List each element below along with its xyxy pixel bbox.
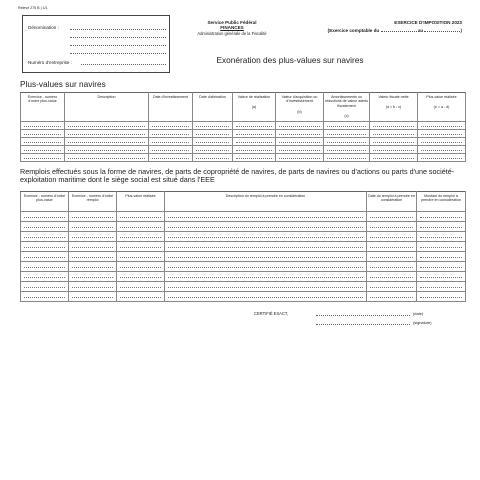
table-cell[interactable] <box>165 212 367 222</box>
date-line[interactable] <box>316 315 410 316</box>
exercise-period-suffix: ) <box>460 27 462 33</box>
enterprise-number-line[interactable] <box>81 64 166 65</box>
table-cell[interactable] <box>21 242 69 252</box>
capital-gains-table <box>20 92 466 162</box>
table-row <box>21 232 466 242</box>
table-cell[interactable] <box>165 222 367 232</box>
table-cell[interactable] <box>324 138 370 146</box>
table-cell[interactable] <box>417 252 466 262</box>
table-cell[interactable] <box>276 154 324 162</box>
section2-title: Remplois effectués sous la forme de navires, de parts de copropriété de navires, de parts de navires ou d'actions ou parts d'une société-exploitation maritime dont le siège social est situé dans l'EEE <box>20 167 455 185</box>
table-cell[interactable] <box>233 146 276 154</box>
t1-header-3 <box>149 93 193 122</box>
denomination-label: Dénomination : <box>28 25 59 30</box>
main-title: Exonération des plus-values sur navires <box>216 55 364 65</box>
table-cell[interactable] <box>65 154 149 162</box>
table-cell[interactable] <box>193 122 233 130</box>
t1-header-text: Date d'investissement <box>152 95 189 99</box>
table-cell[interactable] <box>367 242 417 252</box>
table-cell[interactable] <box>370 122 418 130</box>
table-cell[interactable] <box>117 242 165 252</box>
table-cell[interactable] <box>324 130 370 138</box>
table-cell[interactable] <box>233 138 276 146</box>
exercise-title: EXERCICE D'IMPOSITION 2023 <box>394 20 462 25</box>
table-cell[interactable] <box>276 146 324 154</box>
table-cell[interactable] <box>21 252 69 262</box>
table-cell[interactable] <box>165 292 367 302</box>
t1-header-text: Amortissements ou réductions de valeur admis fiscalement <box>325 95 368 108</box>
table-row <box>21 122 466 130</box>
administration-line-2: FINANCES <box>220 25 244 31</box>
t1-header-2 <box>65 93 149 122</box>
table-cell[interactable] <box>367 232 417 242</box>
table-cell[interactable] <box>69 282 117 292</box>
period-end-field[interactable] <box>424 27 460 32</box>
t1-header-text: Description <box>97 95 116 99</box>
table-cell[interactable] <box>65 146 149 154</box>
t2-header-6 <box>417 192 466 212</box>
table-cell[interactable] <box>367 212 417 222</box>
denomination-line-1[interactable] <box>70 29 166 30</box>
table-cell[interactable] <box>69 242 117 252</box>
t1-header-letter: (c) <box>344 113 349 118</box>
t1-header-1 <box>21 93 65 122</box>
table-cell[interactable] <box>417 242 466 252</box>
table-cell[interactable] <box>165 282 367 292</box>
table-cell[interactable] <box>21 232 69 242</box>
t2-header-text: Montant du remploi à prendre en considération <box>421 194 461 203</box>
table-cell[interactable] <box>417 292 466 302</box>
table-row <box>21 146 466 154</box>
t2-header-4 <box>165 192 367 212</box>
table-row <box>21 212 466 222</box>
table-cell[interactable] <box>65 122 149 130</box>
table-cell[interactable] <box>418 138 466 146</box>
table-cell[interactable] <box>165 272 367 282</box>
table-cell[interactable] <box>233 154 276 162</box>
table-cell[interactable] <box>324 122 370 130</box>
table-cell[interactable] <box>276 122 324 130</box>
table-row <box>21 262 466 272</box>
t1-header-text: Valeur de réalisation <box>237 95 271 99</box>
t1-header-4 <box>193 93 233 122</box>
t1-header-letter: (e = a - d) <box>433 105 450 110</box>
table-row <box>21 282 466 292</box>
table-cell[interactable] <box>69 232 117 242</box>
section1-title: Plus-values sur navires <box>20 79 106 89</box>
table-cell[interactable] <box>165 242 367 252</box>
t2-header-text: Exercice - numéro d'ordre remploi <box>71 194 114 203</box>
exercise-header <box>300 20 462 34</box>
table-cell[interactable] <box>418 122 466 130</box>
table-cell[interactable] <box>21 154 65 162</box>
table-cell[interactable] <box>21 146 65 154</box>
table-cell[interactable] <box>21 138 65 146</box>
date-label: (date) <box>413 311 424 316</box>
table-cell[interactable] <box>69 212 117 222</box>
table-cell[interactable] <box>69 292 117 302</box>
table-cell[interactable] <box>370 146 418 154</box>
table-cell[interactable] <box>149 154 193 162</box>
t2-header-5 <box>367 192 417 212</box>
table-cell[interactable] <box>417 232 466 242</box>
table-cell[interactable] <box>21 212 69 222</box>
t1-header-text: Exercice - numéro d'ordre plus-value <box>27 95 58 104</box>
t1-header-8 <box>370 93 418 122</box>
table-cell[interactable] <box>418 154 466 162</box>
table-cell[interactable] <box>165 232 367 242</box>
t1-header-text: Valeur fiscale nette <box>378 95 409 99</box>
table-cell[interactable] <box>370 130 418 138</box>
t2-header-text: Description du remploi à prendre en considération <box>225 194 306 198</box>
t2-header-text: Plus-value réalisée <box>125 194 156 198</box>
table-cell[interactable] <box>324 154 370 162</box>
table-cell[interactable] <box>65 130 149 138</box>
table-cell[interactable] <box>21 122 65 130</box>
table-cell[interactable] <box>370 138 418 146</box>
table-cell[interactable] <box>276 130 324 138</box>
enterprise-number-label: Numéro d'entreprise : <box>28 60 73 65</box>
table-cell[interactable] <box>418 130 466 138</box>
t1-header-letter: (d = b - c) <box>385 105 402 110</box>
table-cell[interactable] <box>117 292 165 302</box>
table-cell[interactable] <box>233 130 276 138</box>
table-cell[interactable] <box>65 138 149 146</box>
table-cell[interactable] <box>117 272 165 282</box>
table-cell[interactable] <box>21 282 69 292</box>
table-cell[interactable] <box>233 122 276 130</box>
certification-label: CERTIFIÉ EXACT, <box>254 311 289 316</box>
t2-header-text: Date du remploi à prendre en considération <box>368 194 415 203</box>
table-cell[interactable] <box>367 222 417 232</box>
t2-header-3 <box>117 192 165 212</box>
table-cell[interactable] <box>367 262 417 272</box>
t1-header-5 <box>233 93 276 122</box>
table-cell[interactable] <box>417 212 466 222</box>
denomination-line-4[interactable] <box>70 53 166 54</box>
table-row <box>21 242 466 252</box>
t1-header-text: Plus-value réalisée <box>426 95 457 99</box>
table-row <box>21 252 466 262</box>
table-cell[interactable] <box>193 154 233 162</box>
table-cell[interactable] <box>324 146 370 154</box>
administration-header <box>180 20 284 37</box>
table-row <box>21 138 466 146</box>
table-cell[interactable] <box>21 222 69 232</box>
table-cell[interactable] <box>117 262 165 272</box>
t1-header-9 <box>418 93 466 122</box>
table-row <box>21 272 466 282</box>
t2-header-2 <box>69 192 117 212</box>
table-cell[interactable] <box>117 252 165 262</box>
exercise-period <box>300 27 462 35</box>
signature-line[interactable] <box>316 324 410 325</box>
table-cell[interactable] <box>69 252 117 262</box>
table-cell[interactable] <box>417 282 466 292</box>
table-cell[interactable] <box>149 146 193 154</box>
table-cell[interactable] <box>21 272 69 282</box>
table-cell[interactable] <box>69 272 117 282</box>
t2-header-text: Exercice - numéro d'ordre plus-value <box>23 194 66 203</box>
table-cell[interactable] <box>367 292 417 302</box>
table-row <box>21 130 466 138</box>
t1-header-letter: (a) <box>251 105 257 110</box>
table-row <box>21 292 466 302</box>
table-cell[interactable] <box>149 130 193 138</box>
reinvestment-table <box>20 191 466 302</box>
table-cell[interactable] <box>367 272 417 282</box>
period-start-field[interactable] <box>381 27 417 32</box>
t1-header-letter: (b) <box>297 109 302 114</box>
table-cell[interactable] <box>149 138 193 146</box>
table-cell[interactable] <box>117 282 165 292</box>
t1-header-text: Valeur d'acquisition ou d'investissement <box>281 95 318 104</box>
t2-header-1 <box>21 192 69 212</box>
table-row <box>21 154 466 162</box>
t1-header-6 <box>276 93 324 122</box>
table-cell[interactable] <box>69 222 117 232</box>
table-cell[interactable] <box>193 146 233 154</box>
table-row <box>21 222 466 232</box>
exercise-period-prefix: (Exercice comptable du <box>327 27 380 33</box>
table-cell[interactable] <box>165 262 367 272</box>
denomination-line-2[interactable] <box>70 37 166 38</box>
administration-line-3: Administration générale de la Fiscalité <box>197 30 267 36</box>
form-reference: Relevé 275 B | 1/1 <box>18 6 48 10</box>
table-cell[interactable] <box>417 262 466 272</box>
table-cell[interactable] <box>117 222 165 232</box>
denomination-line-3[interactable] <box>70 45 166 46</box>
table-cell[interactable] <box>417 222 466 232</box>
exercise-period-mid: au <box>417 27 424 33</box>
table-cell[interactable] <box>21 262 69 272</box>
identity-box <box>22 15 170 73</box>
table-cell[interactable] <box>149 122 193 130</box>
table-cell[interactable] <box>21 130 65 138</box>
table-cell[interactable] <box>69 262 117 272</box>
table-cell[interactable] <box>367 282 417 292</box>
table-cell[interactable] <box>193 130 233 138</box>
table-cell[interactable] <box>276 138 324 146</box>
table-cell[interactable] <box>370 154 418 162</box>
table-cell[interactable] <box>117 212 165 222</box>
t1-header-7 <box>324 93 370 122</box>
administration-line-1: Service Public Fédéral <box>207 20 257 25</box>
table-cell[interactable] <box>418 146 466 154</box>
t1-header-text: Date d'aliénation <box>199 95 226 99</box>
table-cell[interactable] <box>21 292 69 302</box>
table-cell[interactable] <box>367 252 417 262</box>
table-cell[interactable] <box>193 138 233 146</box>
signature-label: (signature) <box>413 320 432 325</box>
table-cell[interactable] <box>117 232 165 242</box>
table-cell[interactable] <box>417 272 466 282</box>
table-cell[interactable] <box>165 252 367 262</box>
